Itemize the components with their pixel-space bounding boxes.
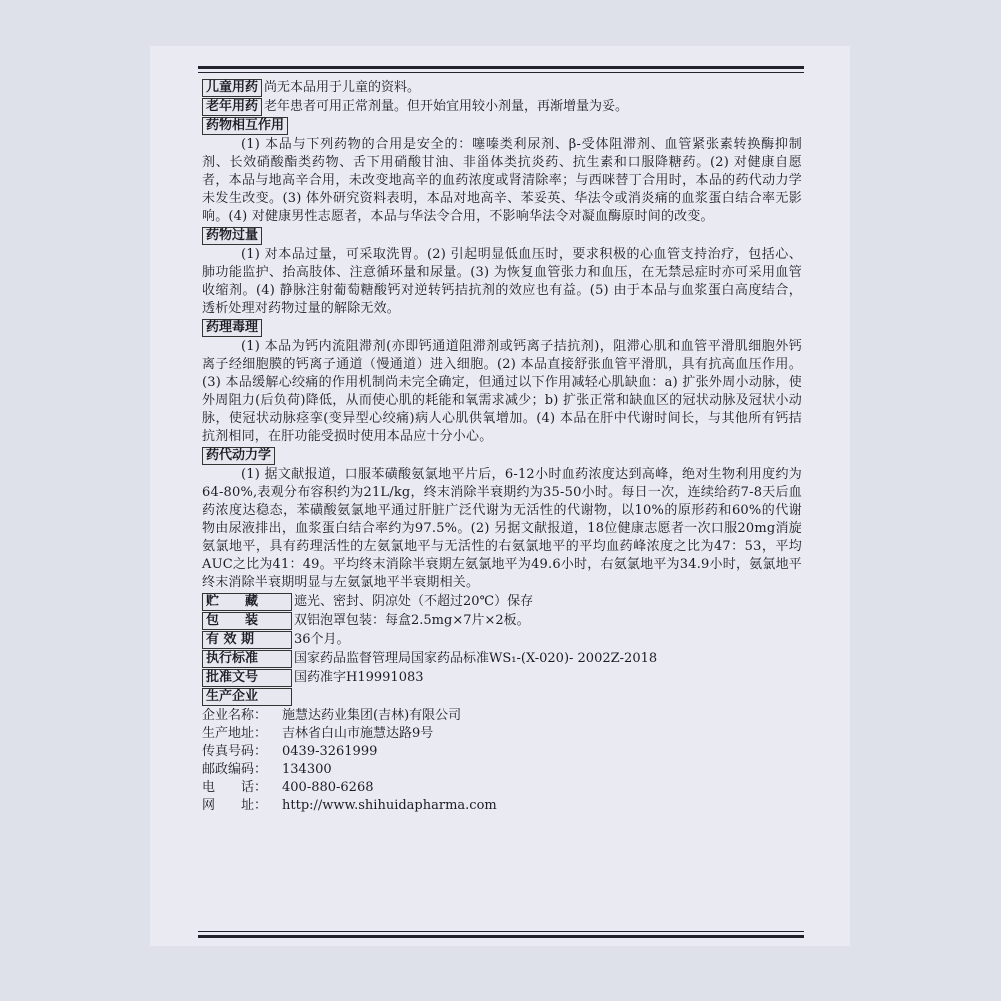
section-standard [202, 650, 802, 668]
section-label: 药物相互作用 [202, 117, 288, 135]
section-approval [202, 669, 802, 687]
field-label: 电 话： [202, 780, 268, 795]
section-label: 生产企业 [202, 688, 292, 706]
section-manufacturer-heading [202, 688, 802, 706]
section-interactions-heading [202, 117, 802, 135]
section-label: 执行标准 [202, 650, 292, 668]
section-text: 国家药品监督管理局国家药品标准WS₁-(X-020)- 2002Z-2018 [294, 651, 658, 666]
section-pharmacology-heading [202, 319, 802, 337]
section-overdose-heading [202, 227, 802, 245]
section-label: 有 效 期 [202, 631, 292, 649]
section-geriatric [202, 98, 802, 116]
section-text: 国药准字H19991083 [294, 670, 424, 685]
section-text: 双铝泡罩包装：每盒2.5mg×7片×2板。 [294, 613, 530, 628]
section-storage [202, 593, 802, 611]
field-value: 400-880-6268 [282, 780, 374, 795]
manufacturer-phone-row [202, 779, 802, 797]
section-label: 包 装 [202, 612, 292, 630]
section-label: 药代动力学 [202, 447, 275, 465]
bottom-rule-thick [198, 935, 804, 938]
section-label: 老年用药 [202, 98, 262, 116]
manufacturer-name-row [202, 707, 802, 725]
field-label: 企业名称： [202, 708, 268, 723]
section-text: 36个月。 [294, 632, 350, 647]
section-validity [202, 631, 802, 649]
field-value: 134300 [282, 762, 332, 777]
section-label: 药物过量 [202, 227, 262, 245]
field-value: http://www.shihuidapharma.com [282, 798, 497, 813]
field-value: 0439-3261999 [282, 744, 378, 759]
section-pediatric [202, 79, 802, 97]
overdose-paragraph: (1) 对本品过量，可采取洗胃。(2) 引起明显低血压时，要求积极的心血管支持治疗，包括心、肺功能监护、抬高肢体、注意循环量和尿量。(3) 为恢复血管张力和血压，在无禁忌症时亦可采用血管收缩剂。(4) 静脉注射葡萄糖酸钙对逆转钙拮抗剂的效应也有益。(5) 由于本品与血浆蛋白高度结合，透析处理对药物过量的解除无效。 [202, 247, 802, 316]
top-rule-thin [198, 72, 804, 73]
leaflet-content [202, 78, 802, 815]
top-rule-thick [198, 66, 804, 69]
pharmacokinetics-paragraph: (1) 据文献报道，口服苯磺酸氨氯地平片后，6-12小时血药浓度达到高峰，绝对生物利用度约为64-80%,表观分布容积约为21L/kg，终末消除半衰期约为35-50小时。每日一次，连续给药7-8天后血药浓度达稳态，苯磺酸氨氯地平通过肝脏广泛代谢为无活性的代谢物，以10%的原形药和60%的代谢物由尿液排出，血浆蛋白结合率约为97.5%。(2) 另据文献报道，18位健康志愿者一次口服20mg消旋氨氯地平，具有药理活性的左氨氯地平与无活性的右氨氯地平的平均血药峰浓度之比为47：53，平均 AUC之比为41：49。平均终末消除半衰期左氨氯地平为49.6小时，右氨氯地平为34.9小时，氨氯地平终末消除半衰期明显与左氨氯地平半衰期相关。 [202, 467, 802, 590]
field-value: 吉林省白山市施慧达路9号 [282, 726, 434, 741]
manufacturer-postcode-row [202, 761, 802, 779]
section-text: 老年患者可用正常剂量。但开始宜用较小剂量，再渐增量为妥。 [264, 99, 629, 114]
section-text: 遮光、密封、阴凉处（不超过20℃）保存 [294, 594, 534, 609]
field-label: 生产地址： [202, 726, 268, 741]
interactions-paragraph: (1) 本品与下列药物的合用是安全的：噻嗪类利尿剂、β-受体阻滞剂、血管紧张素转换酶抑制剂、长效硝酸酯类药物、舌下用硝酸甘油、非甾体类抗炎药、抗生素和口服降糖药。(2) 对健康自愿者，本品与地高辛合用，未改变地高辛的血药浓度或肾清除率；与西咪替丁合用时，本品的药代动力学未发生改变。(3) 体外研究资料表明，本品对地高辛、苯妥英、华法令或消炎痛的血浆蛋白结合率无影响。(4) 对健康男性志愿者，本品与华法令合用，不影响华法令对凝血酶原时间的改变。 [202, 137, 802, 224]
manufacturer-website-row [202, 797, 802, 815]
section-label: 批准文号 [202, 669, 292, 687]
section-pharmacokinetics-heading [202, 447, 802, 465]
bottom-rule-thin [198, 931, 804, 932]
section-text: 尚无本品用于儿童的资料。 [264, 80, 421, 95]
section-label: 贮 藏 [202, 593, 292, 611]
field-label: 网 址： [202, 798, 268, 813]
pharmacology-paragraph: (1) 本品为钙内流阻滞剂(亦即钙通道阻滞剂或钙离子拮抗剂)，阻滞心肌和血管平滑肌细胞外钙离子经细胞膜的钙离子通道（慢通道）进入细胞。(2) 本品直接舒张血管平滑肌，具有抗高血压作用。(3) 本品缓解心绞痛的作用机制尚未完全确定，但通过以下作用减轻心肌缺血：a) 扩张外周小动脉，使外周阻力(后负荷)降低，从而使心肌的耗能和氧需求减少；b) 扩张正常和缺血区的冠状动脉及冠状小动脉，使冠状动脉痉挛(变异型心绞痛)病人心肌供氧增加。(4) 本品在肝中代谢时间长，与其他所有钙拮抗剂相同，在肝功能受损时使用本品应十分小心。 [202, 339, 802, 444]
section-packaging [202, 612, 802, 630]
field-label: 传真号码： [202, 744, 268, 759]
manufacturer-fax-row [202, 743, 802, 761]
section-label: 儿童用药 [202, 79, 262, 97]
field-label: 邮政编码： [202, 762, 268, 777]
field-value: 施慧达药业集团(吉林)有限公司 [282, 708, 462, 723]
section-label: 药理毒理 [202, 319, 262, 337]
manufacturer-address-row [202, 725, 802, 743]
